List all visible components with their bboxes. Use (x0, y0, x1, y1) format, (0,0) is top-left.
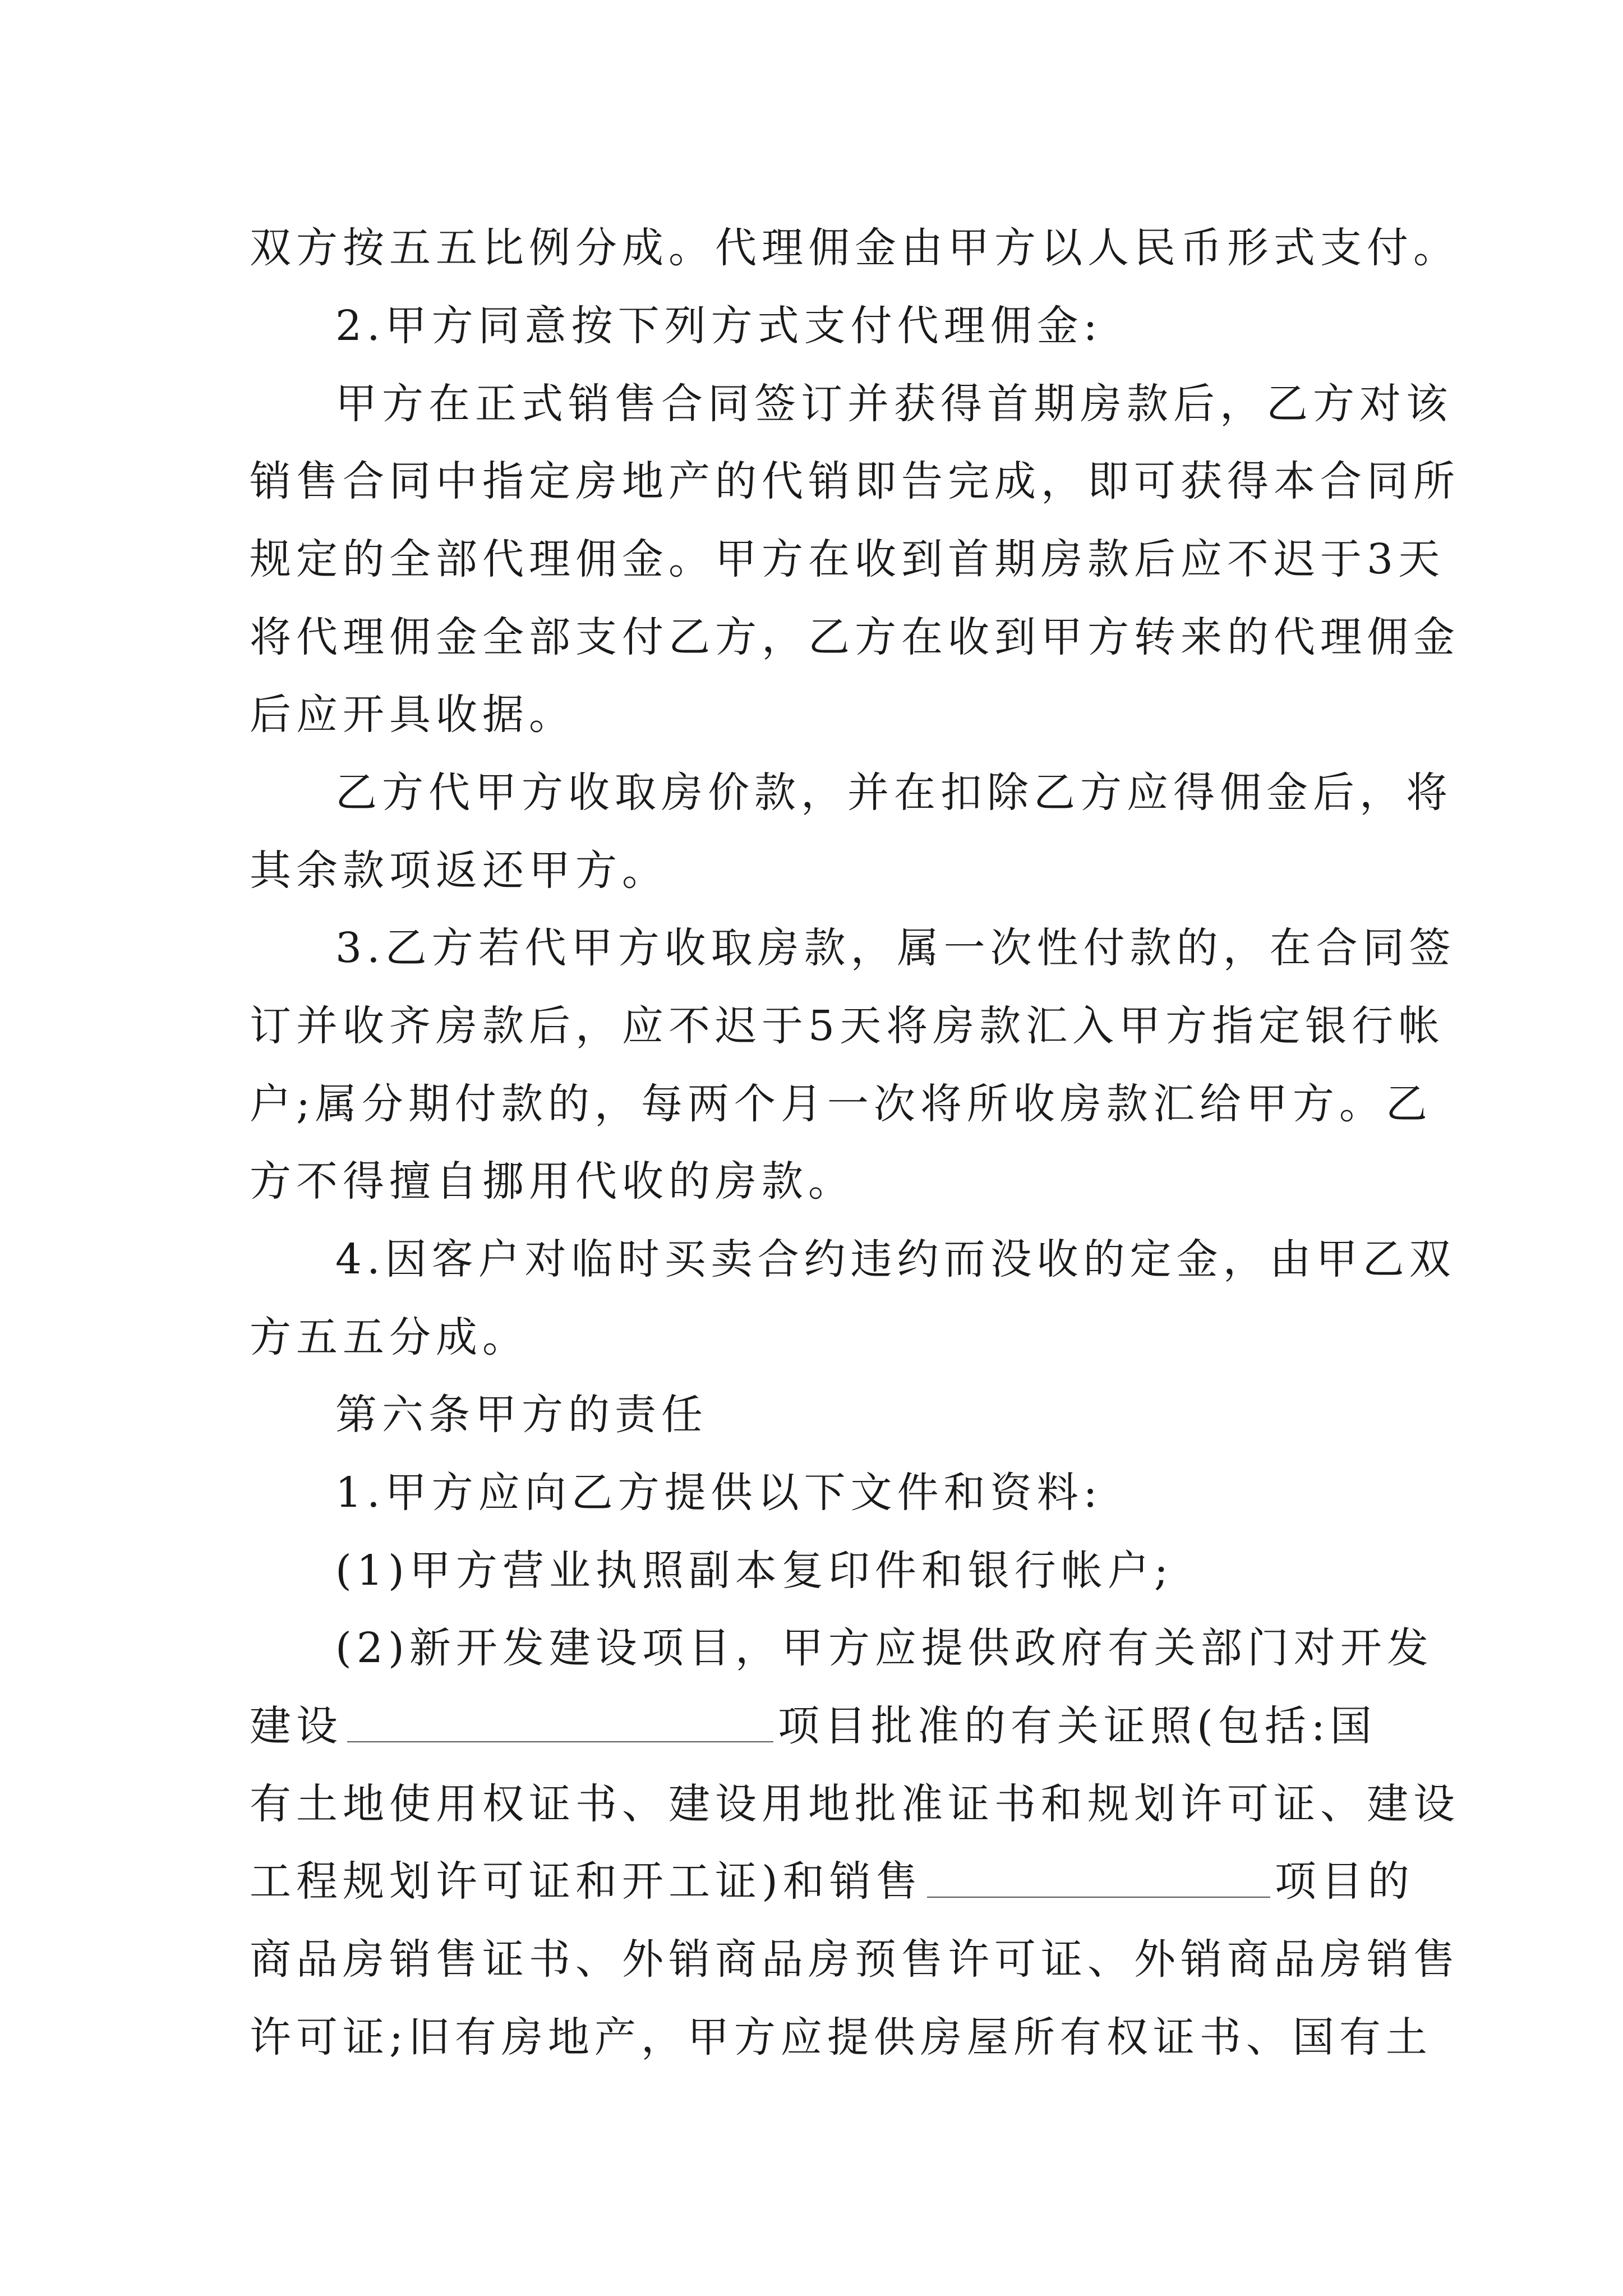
text-segment: 建设 (250, 1702, 343, 1750)
text-line: 订并收齐房款后，应不迟于5天将房款汇入甲方指定银行帐 (250, 1002, 1445, 1050)
text-line: 有土地使用权证书、建设用地批准证书和规划许可证、建设 (250, 1780, 1460, 1828)
text-line: 户;属分期付款的，每两个月一次将所收房款汇给甲方。乙 (250, 1080, 1432, 1128)
text-segment: 项目的 (1274, 1857, 1414, 1906)
fill-in-blank[interactable] (347, 1706, 773, 1742)
text-line: 规定的全部代理佣金。甲方在收到首期房款后应不迟于3天 (250, 535, 1445, 583)
section-heading: 第六条甲方的责任 (335, 1391, 708, 1439)
text-line: 方五五分成。 (250, 1313, 529, 1361)
text-line: 4.因客户对临时买卖合约违约而没收的定金，由甲乙双 (335, 1235, 1456, 1283)
text-line: 3.乙方若代甲方收取房款，属一次性付款的，在合同签 (335, 924, 1456, 972)
text-line: 许可证;旧有房地产，甲方应提供房屋所有权证书、国有土 (250, 2013, 1432, 2062)
fill-in-blank[interactable] (927, 1862, 1270, 1898)
text-line: 后应开具收据。 (250, 691, 575, 739)
text-line: 商品房销售证书、外销商品房预售许可证、外销商品房销售 (250, 1935, 1460, 1984)
text-line: 销售合同中指定房地产的代销即告完成，即可获得本合同所 (250, 457, 1460, 505)
text-line: 1.甲方应向乙方提供以下文件和资料: (335, 1469, 1103, 1517)
text-line: 2.甲方同意按下列方式支付代理佣金: (335, 302, 1103, 350)
text-line-with-blank (250, 1698, 1394, 1754)
text-line: 双方按五五比例分成。代理佣金由甲方以人民币形式支付。 (250, 224, 1460, 272)
text-line: 乙方代甲方收取房价款，并在扣除乙方应得佣金后，将 (335, 769, 1453, 817)
text-segment: 项目批准的有关证照(包括:国 (778, 1702, 1377, 1750)
text-line: (1)甲方营业执照副本复印件和银行帐户; (335, 1547, 1173, 1595)
text-line: 方不得擅自挪用代收的房款。 (250, 1157, 855, 1205)
text-line-with-blank (250, 1853, 1414, 1910)
text-line: 将代理佣金全部支付乙方，乙方在收到甲方转来的代理佣金 (250, 613, 1460, 661)
text-line: 甲方在正式销售合同签订并获得首期房款后，乙方对该 (335, 380, 1453, 428)
text-line: 其余款项返还甲方。 (250, 846, 668, 895)
text-segment: 工程规划许可证和开工证)和销售 (250, 1857, 923, 1906)
text-line: (2)新开发建设项目，甲方应提供政府有关部门对开发 (335, 1624, 1433, 1672)
